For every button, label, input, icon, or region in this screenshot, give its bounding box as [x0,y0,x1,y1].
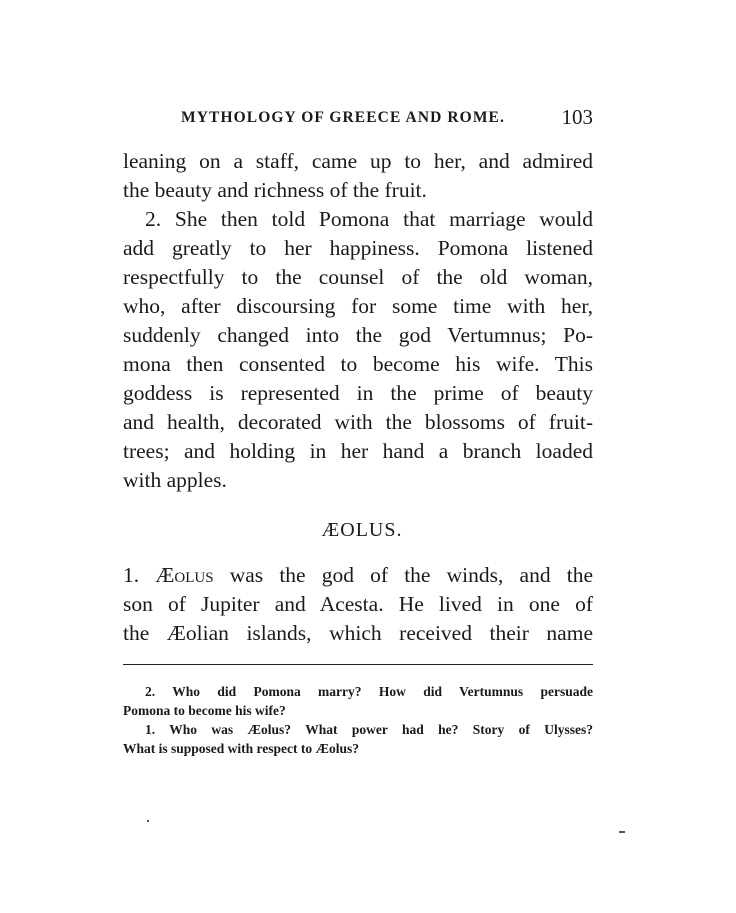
text-line: trees; and holding in her hand a branch loaded [123,439,593,463]
text-line: leaning on a staff, came up to her, and admired [123,149,593,173]
running-head [123,105,593,131]
text-line: mona then consented to become his wife. This [123,352,593,376]
text-line: add greatly to her happiness. Pomona listened [123,236,593,260]
print-speck [147,820,149,822]
footnote-line: Pomona to become his wife? [123,703,286,718]
footnote-rule [123,664,593,665]
book-page [123,0,593,913]
section-heading: ÆOLUS. [321,519,403,541]
footnote-line: 1. Who was Æolus? What power had he? Story of Ulysses? [145,722,593,737]
text-line: the Æolian islands, which received their name [123,621,593,645]
text-line: with apples. [123,468,227,492]
text-line: who, after discoursing for some time with her, [123,294,593,318]
print-speck [619,831,625,833]
text-line: 2. She then told Pomona that marriage would [145,207,593,231]
footnote-line: 2. Who did Pomona marry? How did Vertumnus persuade [145,684,593,699]
text-line [123,561,593,590]
text-run: was the god of the winds, and the [213,563,593,587]
text-line: goddess is represented in the prime of beauty [123,381,593,405]
smallcaps-name: Æolus [155,563,214,587]
text-line: the beauty and richness of the fruit. [123,178,427,202]
page-number: 103 [561,105,593,129]
text-line: respectfully to the counsel of the old woman, [123,265,593,289]
text-line: suddenly changed into the god Vertumnus; Po- [123,323,593,347]
footnote-line: What is supposed with respect to Æolus? [123,741,360,756]
running-title: MYTHOLOGY OF GREECE AND ROME. [181,109,505,126]
text-line: son of Jupiter and Acesta. He lived in one of [123,592,593,616]
paragraph-number: 1. [123,563,156,587]
text-line: and health, decorated with the blossoms of fruit- [123,410,593,434]
